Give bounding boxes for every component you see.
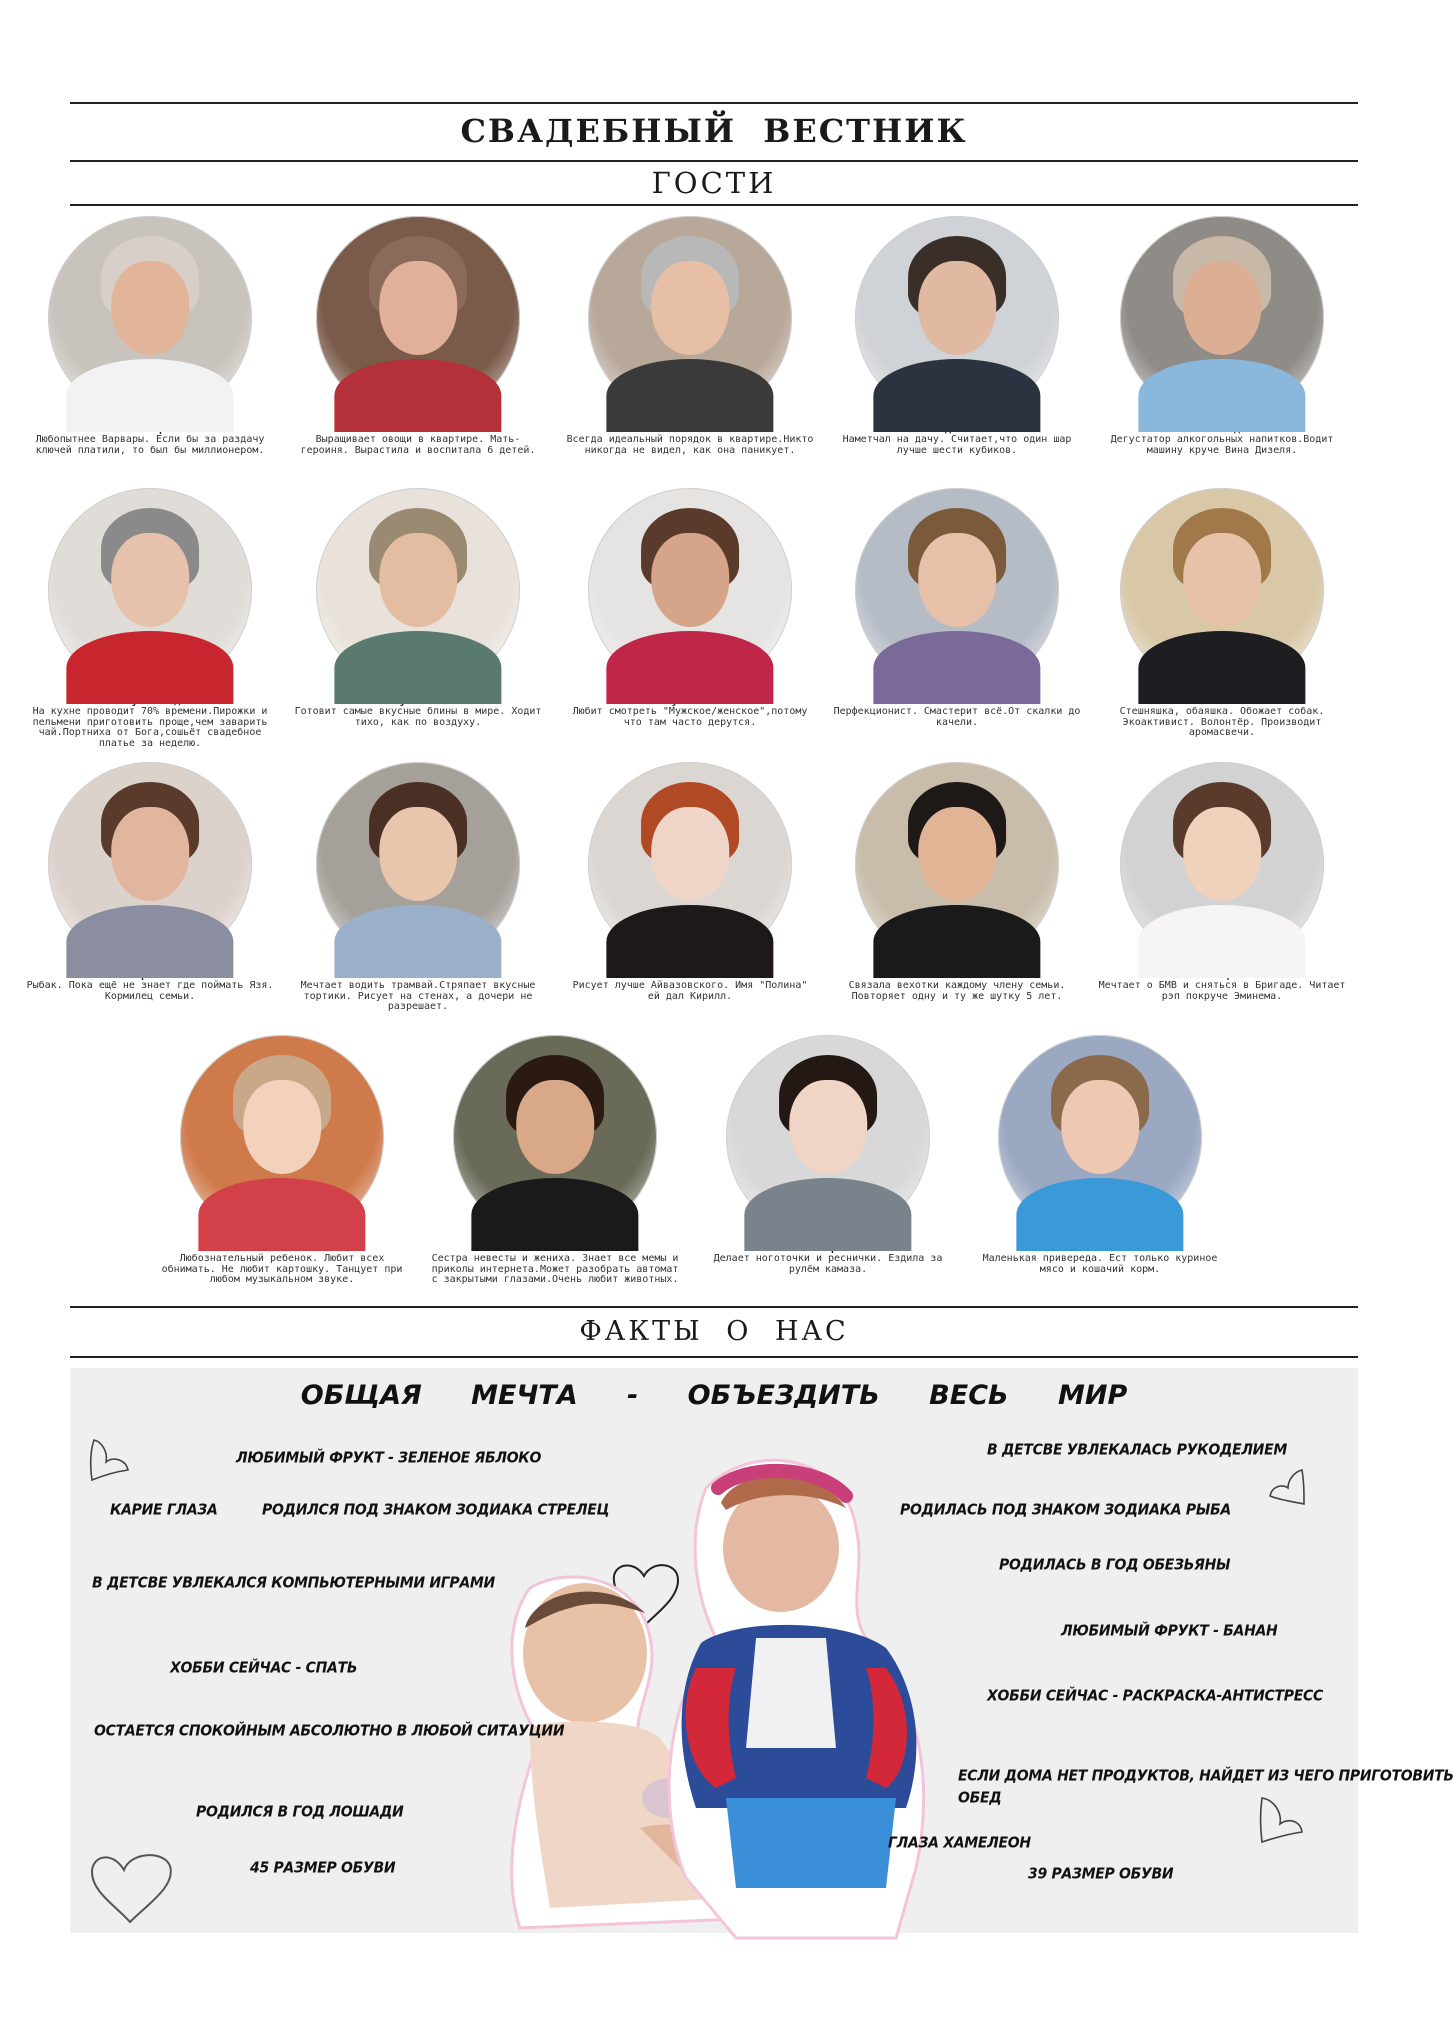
guest-photo xyxy=(1120,216,1324,420)
guest-card xyxy=(152,1035,412,1286)
guests-section-title: ГОСТИ xyxy=(651,166,777,200)
heart-doodle-icon xyxy=(1266,1464,1310,1508)
guest-photo xyxy=(998,1035,1202,1239)
bride-fact: ОБЕД xyxy=(958,1789,1002,1807)
guest-photo xyxy=(1120,762,1324,966)
header-middle-rule xyxy=(70,160,1358,162)
guest-photo xyxy=(1120,488,1324,692)
bride-fact: РОДИЛАСЬ В ГОД ОБЕЗЬЯНЫ xyxy=(999,1556,1231,1574)
guest-photo xyxy=(453,1035,657,1239)
guest-card xyxy=(698,1035,958,1275)
guest-photo xyxy=(855,216,1059,420)
guest-photo xyxy=(588,488,792,692)
guest-card xyxy=(288,216,548,456)
guest-photo xyxy=(316,488,520,692)
guest-card xyxy=(560,216,820,456)
guest-description: Выращивает овощи в квартире. Мать-героиня. Вырастила и воспитала 6 детей. xyxy=(300,434,536,456)
guest-photo xyxy=(48,216,252,420)
guest-description: Всегда идеальный порядок в квартире.Никто никогда не видел, как она паникует. xyxy=(566,434,814,456)
bride-fact: ЛЮБИМЫЙ ФРУКТ - БАНАН xyxy=(1061,1622,1278,1640)
guest-description: Любознательный ребенок. Любит всех обнимать. Не любит картошку. Танцует при любом музыкальном звуке. xyxy=(161,1253,403,1285)
guest-card xyxy=(1092,488,1352,739)
guest-card xyxy=(20,762,280,1002)
guest-description: Наметчал на дачу. Считает,что один шар лучше шести кубиков. xyxy=(842,434,1072,456)
guest-card xyxy=(560,488,820,728)
bride-fact: ЕСЛИ ДОМА НЕТ ПРОДУКТОВ, НАЙДЕТ ИЗ ЧЕГО ПРИГОТОВИТЬ xyxy=(958,1767,1454,1785)
guest-card xyxy=(827,762,1087,1002)
guest-photo xyxy=(316,216,520,420)
guest-card xyxy=(288,488,548,728)
groom-fact: В ДЕТСВЕ УВЛЕКАЛСЯ КОМПЬЮТЕРНЫМИ ИГРАМИ xyxy=(92,1574,495,1592)
bride-fact: ХОББИ СЕЙЧАС - РАСКРАСКА-АНТИСТРЕСС xyxy=(987,1687,1323,1705)
groom-fact: ХОББИ СЕЙЧАС - СПАТЬ xyxy=(170,1659,358,1677)
groom-fact: РОДИЛСЯ ПОД ЗНАКОМ ЗОДИАКА СТРЕЛЕЦ xyxy=(262,1501,610,1519)
guest-photo xyxy=(316,762,520,966)
guest-photo xyxy=(726,1035,930,1239)
guest-description: Любопытнее Варвары. Если бы за раздачу ключей платили, то был бы миллионером. xyxy=(35,434,265,456)
groom-fact: 45 РАЗМЕР ОБУВИ xyxy=(250,1859,396,1877)
guest-description: Маленькая привереда. Ест только куриное мясо и кошачий корм. xyxy=(982,1253,1218,1275)
facts-panel xyxy=(70,1368,1454,1933)
facts-section-title: ФАКТЫ О НАС xyxy=(579,1316,849,1347)
bride-fact: ГЛАЗА ХАМЕЛЕОН xyxy=(888,1834,1031,1852)
guest-photo xyxy=(588,216,792,420)
guest-description: Связала вехотки каждому члену семьи. Повторяет одну и ту же шутку 5 лет. xyxy=(848,980,1066,1002)
header-bottom-rule xyxy=(70,204,1358,206)
guest-photo xyxy=(855,488,1059,692)
guest-card xyxy=(1092,216,1352,456)
groom-fact: КАРИЕ ГЛАЗА xyxy=(110,1501,218,1519)
bride-fact: РОДИЛАСЬ ПОД ЗНАКОМ ЗОДИАКА РЫБА xyxy=(900,1501,1231,1519)
guest-card xyxy=(827,488,1087,728)
heart-doodle-icon xyxy=(84,1436,132,1484)
groom-fact: ОСТАЕТСЯ СПОКОЙНЫМ АБСОЛЮТНО В ЛЮБОЙ СИТАУЦИИ xyxy=(94,1722,565,1740)
heart-doodle-icon xyxy=(1254,1794,1306,1846)
guest-description: На кухне проводит 70% времени.Пирожки и пельмени приготовить проще,чем заварить чай.Портниха от Бога,сошьёт свадебное платье за неделю. xyxy=(32,706,268,749)
guest-description: Перфекционист. Смастерит всё.От скалки до качели. xyxy=(833,706,1081,728)
guest-description: Сестра невесты и жениха. Знает все мемы и приколы интернета.Может разобрать автомат с закрытыми глазами.Очень любит животных. xyxy=(431,1253,679,1285)
newspaper-title: СВАДЕБНЫЙ ВЕСТНИК xyxy=(460,112,968,150)
guest-card xyxy=(970,1035,1230,1275)
guest-description: Мечтает о БМВ и сняться в Бригаде. Читает рэп покруче Эминема. xyxy=(1098,980,1346,1002)
header-top-rule xyxy=(70,102,1358,104)
guest-photo xyxy=(855,762,1059,966)
guest-description: Мечтает водить трамвай.Стряпает вкусные тортики. Рисует на стенах, а дочери не разрешает. xyxy=(300,980,536,1012)
facts-bottom-rule xyxy=(70,1356,1358,1358)
guest-card xyxy=(20,488,280,749)
child-photo-bride xyxy=(646,1448,936,1938)
guest-card xyxy=(827,216,1087,456)
guest-photo xyxy=(48,762,252,966)
bride-fact: В ДЕТСВЕ УВЛЕКАЛАСЬ РУКОДЕЛИЕМ xyxy=(987,1441,1287,1459)
guest-description: Делает ноготочки и реснички. Ездила за рулём камаза. xyxy=(713,1253,943,1275)
guest-card xyxy=(425,1035,685,1286)
guest-description: Рисует лучше Айвазовского. Имя "Полина" ей дал Кирилл. xyxy=(572,980,808,1002)
common-dream: ОБЩАЯ МЕЧТА - ОБЪЕЗДИТЬ ВЕСЬ МИР xyxy=(300,1380,1128,1411)
guest-description: Стешняшка, обаяшка. Обожает собак. Экоактивист. Волонтёр. Производит аромасвечи. xyxy=(1119,706,1325,738)
guest-description: Дегустатор алкогольных напитков.Водит машину круче Вина Дизеля. xyxy=(1110,434,1334,456)
guest-photo xyxy=(48,488,252,692)
facts-top-rule xyxy=(70,1306,1358,1308)
groom-fact: РОДИЛСЯ В ГОД ЛОШАДИ xyxy=(196,1803,404,1821)
guest-photo xyxy=(180,1035,384,1239)
guest-card xyxy=(560,762,820,1002)
groom-fact: ЛЮБИМЫЙ ФРУКТ - ЗЕЛЕНОЕ ЯБЛОКО xyxy=(236,1449,542,1467)
bride-fact: 39 РАЗМЕР ОБУВИ xyxy=(1028,1865,1174,1883)
guest-description: Готовит самые вкусные блины в мире. Ходит тихо, как по воздуху. xyxy=(294,706,542,728)
guest-card xyxy=(1092,762,1352,1002)
guest-description: Любит смотреть "Мужское/женское",потому что там часто дерутся. xyxy=(572,706,808,728)
guest-card xyxy=(288,762,548,1013)
guest-description: Рыбак. Пока ещё не знает где поймать Язя. Кормилец семьи. xyxy=(26,980,274,1002)
heart-doodle-icon xyxy=(86,1846,178,1926)
guest-photo xyxy=(588,762,792,966)
guest-card xyxy=(20,216,280,456)
